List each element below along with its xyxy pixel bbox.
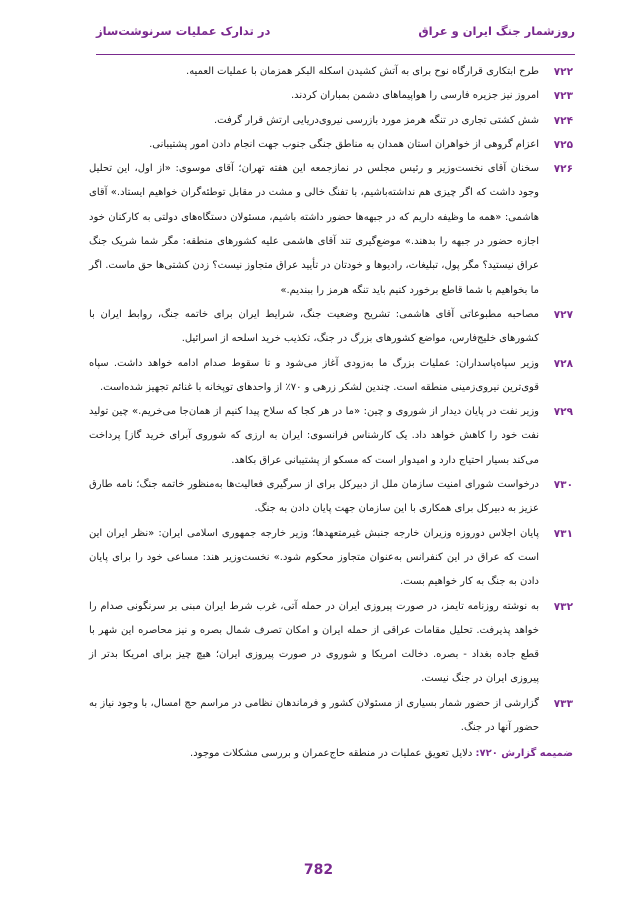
report-number: ۷۲۲: [553, 66, 573, 78]
report-number: ۷۳۱: [553, 527, 573, 540]
report-number: ۷۳۲: [553, 600, 573, 613]
report-text: درخواست شورای امنیت سازمان ملل از دبیرکل برای از سرگیری فعالیت‌ها به‌منظور خاتمه جنگ؛ نامه طارق عزیز به دبیرکل برای همکاری با این سازمان جهت پایان دادن به جنگ.: [89, 479, 539, 515]
report-text: سخنان آقای نخست‌وزیر و رئیس مجلس در نمازجمعه این هفته تهران؛ آقای موسوی: «از اول، این تحلیل وجود داشت که اگر چیزی هم نداشته‌باشیم، با تفنگ خالی و مشت در مقابل توطئه‌گران خواهیم ایستاد.» آقای هاشمی: «همه ما وظیفه داریم که در جبهه‌ها حضور داشته باشیم، مسئولان دستگاه‌های دولتی به کارکنان خود اجازه حضور در جبهه را بدهند.» موضع‌گیری تند آقای هاشمی علیه کشورهای منطقه: مگر شما شریک جنگ عراق نیستید؟ مگر پول، تبلیغات، رادیوها و خودتان در تأیید عراق متجاوز نیست؟ زدن کشتی‌ها حق ماست. اگر ما بخواهیم با شما قاطع برخورد کنیم باید تنگه هرمز را ببندیم.»: [89, 163, 539, 296]
report-list: [89, 60, 573, 766]
page-header: [96, 22, 575, 40]
report-item: [89, 595, 573, 692]
report-text: پایان اجلاس دوروزه وزیران خارجه جنبش غیرمتعهدها؛ وزیر خارجه جمهوری اسلامی ایران: «نظر ایران این است که عراق در این کنفرانس به‌عنوان متجاوز محکوم شود.» نخست‌وزیر هند: مساعی خود را برای پایان دادن به جنگ به کار خواهیم بست.: [89, 527, 539, 588]
report-item: [89, 133, 573, 157]
report-number: ۷۳۳: [553, 697, 573, 710]
report-item: [89, 352, 573, 401]
annex-text: دلایل تعویق عملیات در منطقه حاج‌عمران و بررسی مشکلات موجود.: [190, 748, 473, 760]
report-item: [89, 522, 573, 595]
report-item: [89, 157, 573, 303]
report-text: به نوشته روزنامه تایمز، در صورت پیروزی ایران در حمله آتی، غرب شرط ایران مبنی بر سرنگونی صدام را خواهد پذیرفت. تحلیل مقامات عراقی از حمله ایران و امکان تصرف شمال بصره و نیز محاصره این شهر با قطع جاده بغداد - بصره. دخالت امریکا و شوروی در صورت پیروزی ایران؛ هیچ چیز برای امریکا بدتر از پیروزی ایران در جنگ نیست.: [89, 600, 539, 685]
report-number: ۷۲۵: [553, 138, 573, 151]
report-item: [89, 692, 573, 741]
report-number: ۷۲۶: [553, 163, 573, 176]
page-number: 782: [303, 862, 334, 878]
report-text: مصاحبه مطبوعاتی آقای هاشمی: تشریح وضعیت جنگ، شرایط ایران برای خاتمه جنگ، روابط ایران با کشورهای خلیج‌فارس، مواضع کشورهای بزرگ در جنگ، تکذیب خرید اسلحه از اسرائیل.: [89, 308, 539, 345]
report-item: [89, 60, 573, 84]
report-item: [89, 84, 573, 108]
report-item: [89, 473, 573, 522]
report-text: طرح ابتکاری قرارگاه نوح برای به آتش کشیدن اسکله البکر همزمان با عملیات العمیه.: [186, 66, 539, 77]
report-number: ۷۲۸: [553, 357, 573, 370]
report-number: ۷۲۴: [553, 114, 573, 127]
report-text: وزیر نفت در پایان دیدار از شوروی و چین: «ما در هر کجا که سلاح پیدا کنیم از همان‌جا می‌خریم.» چین تولید نفت خود را کاهش خواهد داد. یک کارشناس فرانسوی: ایران به ارزی که شوروی آبرای خرید گاز] پرداخت می‌کند بسیار احتیاج دارد و امیدوار است که مسکو از پشتیبانی عراق بکاهد.: [89, 406, 539, 466]
report-item: [89, 400, 573, 473]
report-text: شش کشتی تجاری در تنگه هرمز مورد بازرسی نیروی‌دریایی ارتش قرار گرفت.: [213, 114, 539, 126]
report-text: امروز نیز جزیره فارسی را هواپیماهای دشمن بمباران کردند.: [290, 90, 539, 102]
section-title: در تدارک عملیات سرنوشت‌ساز: [96, 24, 271, 38]
report-number: ۷۲۹: [553, 406, 573, 419]
report-number: ۷۳۰: [553, 479, 573, 492]
report-text: گزارشی از حضور شمار بسیاری از مسئولان کشور و فرماندهان نظامی در مراسم حج امسال، با وجود نیاز به حضور آنها در جنگ.: [89, 697, 539, 734]
annex-note: [89, 742, 573, 766]
header-divider: [96, 54, 575, 55]
report-text: اعزام گروهی از خواهران استان همدان به مناطق جنگی جنوب جهت انجام دادن امور پشتیبانی.: [149, 138, 539, 150]
report-number: ۷۲۷: [553, 308, 573, 321]
report-item: [89, 109, 573, 133]
report-number: ۷۲۳: [553, 90, 573, 103]
report-text: وزیر سپاه‌پاسداران: عملیات بزرگ ما به‌زودی آغاز می‌شود و تا سقوط صدام ادامه خواهد داشت. سپاه قوی‌ترین نیروی‌زمینی منطقه است. چندین لشکر زرهی و ۷۰٪ از واحدهای توپخانه با غنائم تجهیز شده‌است.: [89, 357, 539, 393]
book-title: روزشمار جنگ ایران و عراق: [418, 24, 575, 38]
annex-label: ضمیمه گزارش ۷۲۰:: [475, 748, 573, 760]
report-item: [89, 303, 573, 352]
